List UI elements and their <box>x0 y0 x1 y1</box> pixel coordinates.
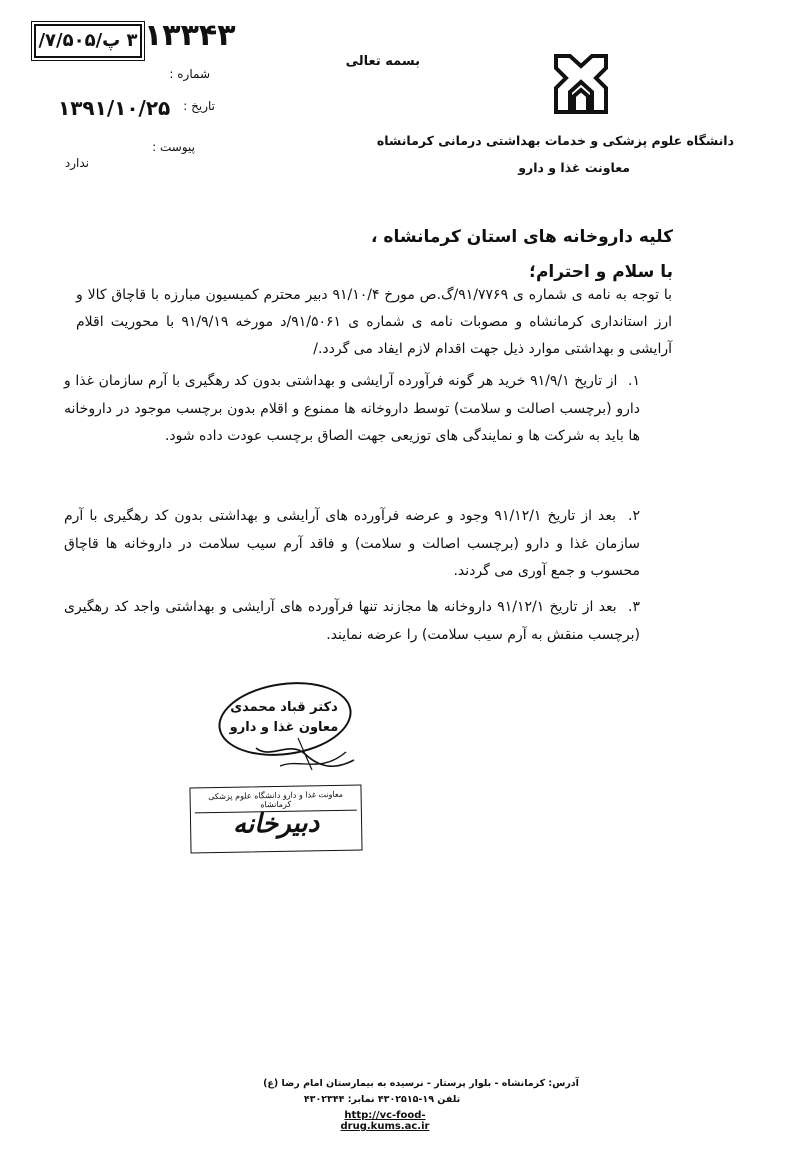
secretariat-stamp <box>189 785 362 854</box>
bismillah-heading: بسمه تعالی <box>345 54 420 69</box>
date-value: ۱۳۹۱/۱۰/۲۵ <box>58 96 171 120</box>
university-name: دانشگاه علوم پزشکی و خدمات بهداشتی درمانی کرمانشاه <box>376 133 734 148</box>
university-logo-icon <box>552 50 610 118</box>
letter-intro-paragraph: با توجه به نامه ی شماره ی ۹۱/۷۷۶۹/گ.ص مورخ ۹۱/۱۰/۴ دبیر محترم کمیسیون مبارزه با قاچاق کالا و ارز استانداری کرمانشاه و مصوبات نامه ی شماره ی ۹۱/۵۰۶۱/د مورخه ۹۱/۹/۱۹ با محوریت اقلام آرایشی و بهداشتی موارد ذیل جهت اقدام لازم ایفاد می گردد./ <box>76 287 672 357</box>
letter-recipient: کلیه داروخانه های استان کرمانشاه ، <box>371 227 673 247</box>
date-label: تاریخ : <box>183 99 215 113</box>
list-item <box>64 368 640 451</box>
list-item-number: ۲. <box>628 508 640 524</box>
list-item-number: ۱. <box>628 373 640 389</box>
attachment-value: ندارد <box>64 156 89 170</box>
attachment-label: پیوست : <box>152 140 195 154</box>
footer-address: آدرس: کرمانشاه - بلوار پرستار - نرسیده به بیمارستان امام رضا (ع) <box>263 1078 579 1089</box>
signature-scribble-icon <box>250 730 360 780</box>
list-item-text: بعد از تاریخ ۹۱/۱۲/۱ وجود و عرضه فرآورده های آرایشی و بهداشتی بدون کد رهگیری با آرم سازمان غذا و دارو (برچسب اصالت و سلامت) و فاقد آرم سیب سلامت در داروخانه ها قاچاق محسوب و جمع آوری می گردند. <box>64 508 640 579</box>
footer-website-link[interactable]: http://vc-food-drug.kums.ac.ir <box>340 1110 430 1132</box>
number-label: شماره : <box>169 67 210 81</box>
signatory-title: معاون غذا و دارو <box>229 720 339 735</box>
list-item-text: بعد از تاریخ ۹۱/۱۲/۱ داروخانه ها مجازند تنها فرآورده های آرایشی و بهداشتی واجد کد رهگیری (برچسب منقش به آرم سیب سلامت) را عرضه نمایند. <box>64 599 640 643</box>
stamp-main-text: دبیرخانه <box>232 808 320 840</box>
footer-phones: تلفن ۱۹-۴۳۰۲۵۱۵ نمابر: ۴۳۰۲۳۴۴ <box>303 1094 461 1105</box>
signatory-name: دکتر قباد محمدی <box>230 700 338 715</box>
reference-number: ۱۳۳۴۳ <box>144 18 236 53</box>
department-name: معاونت غذا و دارو <box>518 160 630 175</box>
list-item <box>64 594 640 649</box>
stamp-top-line: معاونت غذا و دارو دانشگاه علوم پزشکی کرمانشاه <box>195 790 357 814</box>
letter-greeting: با سلام و احترام؛ <box>529 262 673 282</box>
list-item-number: ۳. <box>628 599 641 615</box>
list-item <box>64 503 640 586</box>
list-item-text: از تاریخ ۹۱/۹/۱ خرید هر گونه فرآورده آرایشی و بهداشتی بدون کد رهگیری با آرم سازمان غذا و دارو (برچسب اصالت و سلامت) توسط داروخانه ها ممنوع و اقلام بدون برچسب موجود در داروخانه ها باید به شرکت ها و نمایندگی های توزیعی جهت الصاق برچسب عودت داده شود. <box>64 373 640 444</box>
reference-box: ۳ پ/۷/۵۰۵/ <box>34 24 142 58</box>
